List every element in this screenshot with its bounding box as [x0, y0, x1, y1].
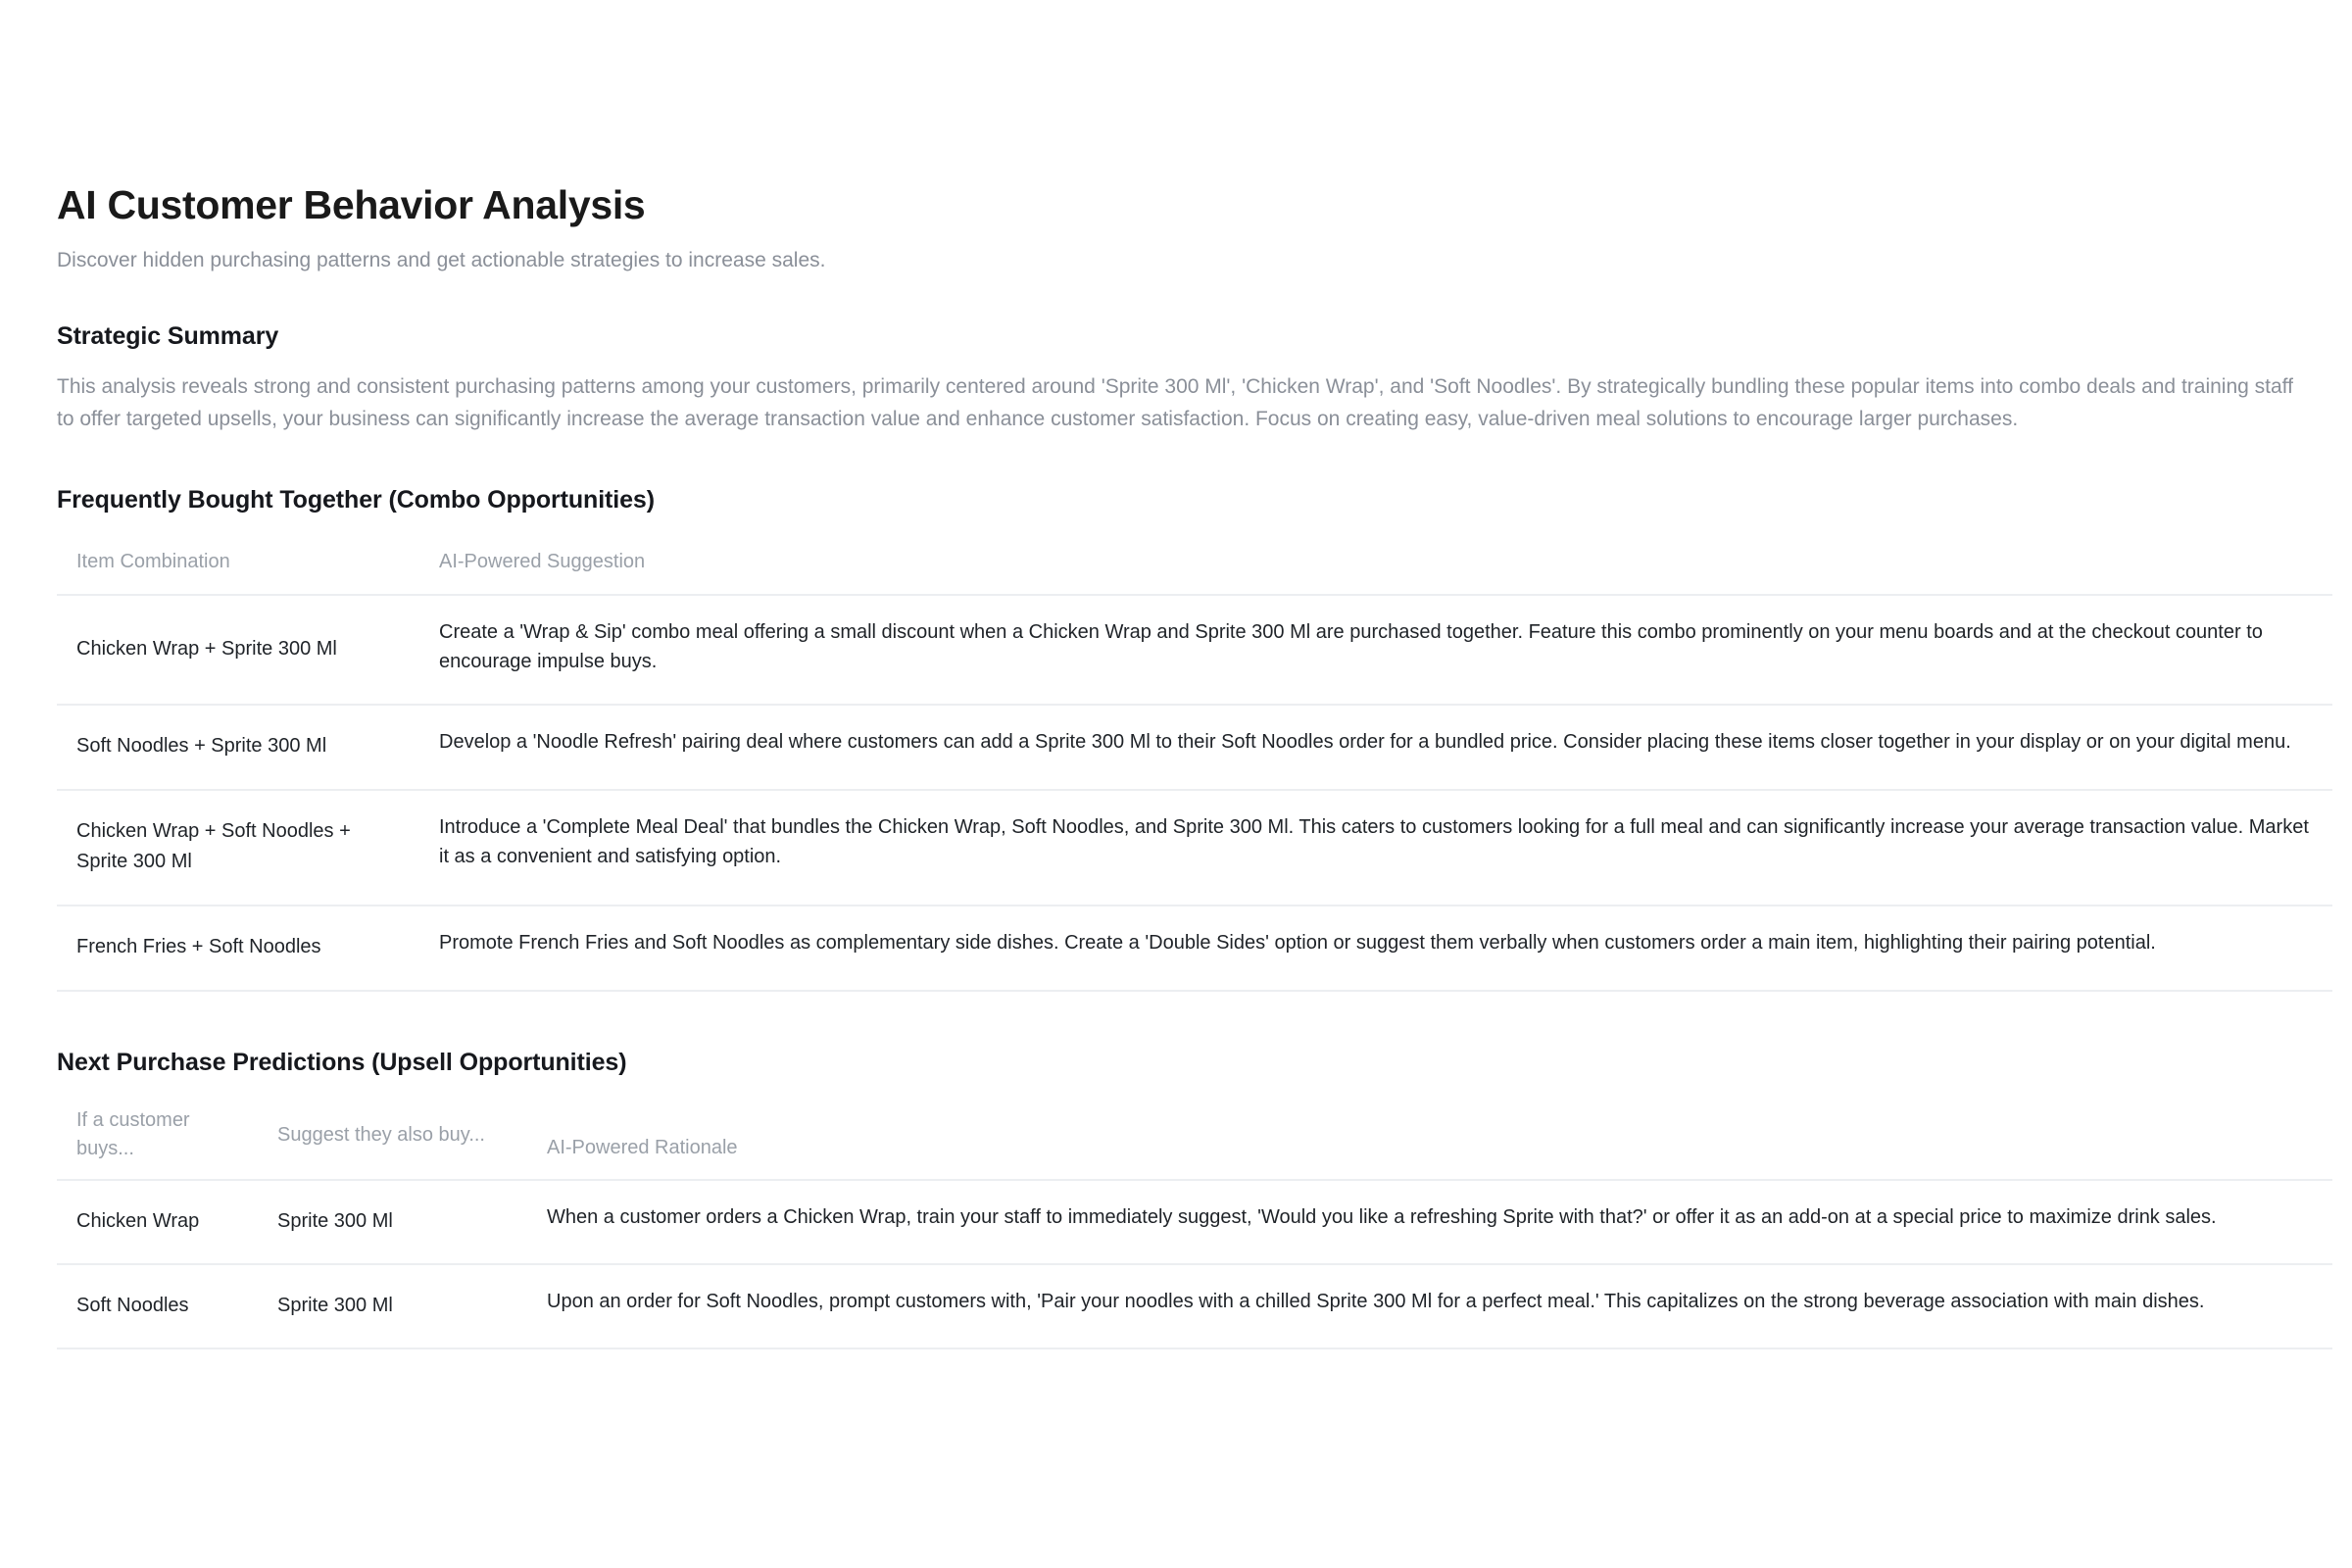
combo-item-combination: French Fries + Soft Noodles	[57, 906, 419, 991]
combo-ai-suggestion: Create a 'Wrap & Sip' combo meal offering a small discount when a Chicken Wrap and Sprite 300 Ml are purchased together. Feature this combo prominently on your menu boards and at the checkout counter to encourage impulse buys.	[419, 595, 2332, 705]
table-row[interactable]	[57, 1180, 2332, 1264]
strategic-summary-body: This analysis reveals strong and consistent purchasing patterns among your customers, primarily centered around 'Sprite 300 Ml', 'Chicken Wrap', and 'Soft Noodles'. By strategically bundling these popular items into combo deals and training staff to offer targeted upsells, your business can significantly increase the average transaction value and enhance customer satisfaction. Focus on creating easy, value-driven meal solutions to encourage larger purchases.	[57, 374, 2293, 430]
table-row[interactable]	[57, 595, 2332, 705]
combo-ai-suggestion: Develop a 'Noodle Refresh' pairing deal where customers can add a Sprite 300 Ml to their Soft Noodles order for a bundled price. Consider placing these items closer together in your display or on your digital menu.	[419, 705, 2332, 790]
upsell-table-body	[57, 1180, 2332, 1348]
upsell-if-buys: Chicken Wrap	[57, 1180, 258, 1264]
combo-item-combination: Chicken Wrap + Soft Noodles + Sprite 300 Ml	[57, 790, 419, 906]
upsell-heading: Next Purchase Predictions (Upsell Opportunities)	[57, 1049, 627, 1077]
combo-table-header-row	[57, 534, 2332, 595]
upsell-rationale: When a customer orders a Chicken Wrap, train your staff to immediately suggest, 'Would you like a refreshing Sprite with that?' or offer it as an add-on at a special price to maximize drink sales.	[527, 1180, 2332, 1264]
column-header-suggest-they-also-buy: Suggest they also buy...	[258, 1097, 527, 1180]
page-subtitle: Discover hidden purchasing patterns and get actionable strategies to increase sales.	[57, 249, 826, 272]
combo-item-combination: Chicken Wrap + Sprite 300 Ml	[57, 595, 419, 705]
upsell-suggest: Sprite 300 Ml	[258, 1180, 527, 1264]
table-row[interactable]	[57, 1264, 2332, 1348]
column-header-if-customer-buys: If a customer buys...	[57, 1097, 258, 1180]
combo-table-head	[57, 534, 2332, 595]
combo-ai-suggestion: Promote French Fries and Soft Noodles as complementary side dishes. Create a 'Double Sides' option or suggest them verbally when customers order a main item, highlighting their pairing potential.	[419, 906, 2332, 991]
upsell-rationale: Upon an order for Soft Noodles, prompt customers with, 'Pair your noodles with a chilled Sprite 300 Ml for a perfect meal.' This capitalizes on the strong beverage association with main dishes.	[527, 1264, 2332, 1348]
column-header-ai-rationale: AI-Powered Rationale	[527, 1097, 2332, 1180]
table-row[interactable]	[57, 906, 2332, 991]
upsell-opportunities-table	[57, 1097, 2332, 1349]
table-row[interactable]	[57, 705, 2332, 790]
upsell-table-head	[57, 1097, 2332, 1180]
combos-heading: Frequently Bought Together (Combo Opportunities)	[57, 486, 655, 514]
upsell-if-buys: Soft Noodles	[57, 1264, 258, 1348]
strategic-summary-heading: Strategic Summary	[57, 321, 279, 350]
combo-table-body	[57, 595, 2332, 991]
upsell-suggest: Sprite 300 Ml	[258, 1264, 527, 1348]
combo-item-combination: Soft Noodles + Sprite 300 Ml	[57, 705, 419, 790]
combo-opportunities-table	[57, 534, 2332, 992]
combo-ai-suggestion: Introduce a 'Complete Meal Deal' that bundles the Chicken Wrap, Soft Noodles, and Sprite 300 Ml. This caters to customers looking for a full meal and can significantly increase your average transaction value. Market it as a convenient and satisfying option.	[419, 790, 2332, 906]
upsell-table-header-row	[57, 1097, 2332, 1180]
column-header-ai-suggestion: AI-Powered Suggestion	[419, 534, 2332, 595]
table-row[interactable]	[57, 790, 2332, 906]
page-title: AI Customer Behavior Analysis	[57, 182, 646, 227]
column-header-item-combination: Item Combination	[57, 534, 419, 595]
